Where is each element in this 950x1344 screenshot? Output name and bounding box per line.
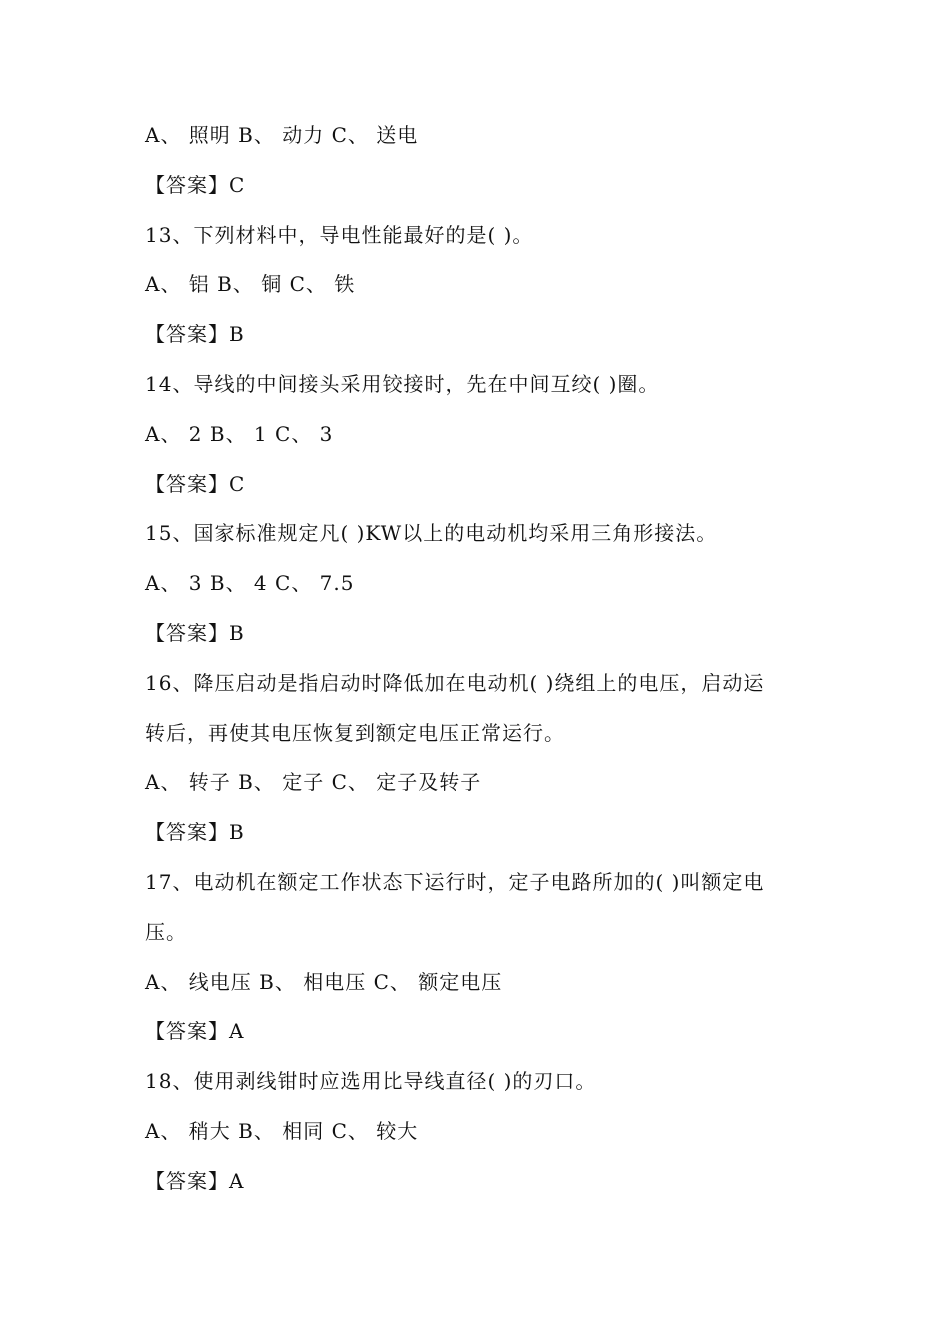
q14-options: A、 2 B、 1 C、 3 [145,421,334,446]
q17-question-line-2: 压。 [145,919,187,944]
q16-options: A、 转子 B、 定子 C、 定子及转子 [145,770,482,795]
q15-question: 15、国家标准规定凡( )KW以上的电动机均采用三角形接法。 [145,521,718,546]
q12-answer: 【答案】C [145,172,246,197]
q14-answer: 【答案】C [145,471,246,496]
q17-options: A、 线电压 B、 相电压 C、 额定电压 [145,969,503,994]
q14-question: 14、导线的中间接头采用铰接时，先在中间互绞( )圈。 [145,371,660,396]
q15-answer: 【答案】B [145,620,245,645]
q18-answer: 【答案】A [145,1168,245,1193]
q16-question-line-2: 转后，再使其电压恢复到额定电压正常运行。 [145,720,565,745]
q16-question-line-1: 16、降压启动是指启动时降低加在电动机( )绕组上的电压，启动运 [145,670,765,695]
q17-question-line-1: 17、电动机在额定工作状态下运行时，定子电路所加的( )叫额定电 [145,869,765,894]
q13-question: 13、下列材料中，导电性能最好的是( )。 [145,222,534,247]
q18-question: 18、使用剥线钳时应选用比导线直径( )的刃口。 [145,1069,597,1094]
q13-options: A、 铝 B、 铜 C、 铁 [145,272,356,297]
q16-answer: 【答案】B [145,820,245,845]
q15-options: A、 3 B、 4 C、 7.5 [145,571,355,596]
q17-answer: 【答案】A [145,1019,245,1044]
q13-answer: 【答案】B [145,322,245,347]
q12-options: A、 照明 B、 动力 C、 送电 [145,123,419,147]
q18-options: A、 稍大 B、 相同 C、 较大 [145,1118,419,1143]
document-body [145,111,815,1207]
